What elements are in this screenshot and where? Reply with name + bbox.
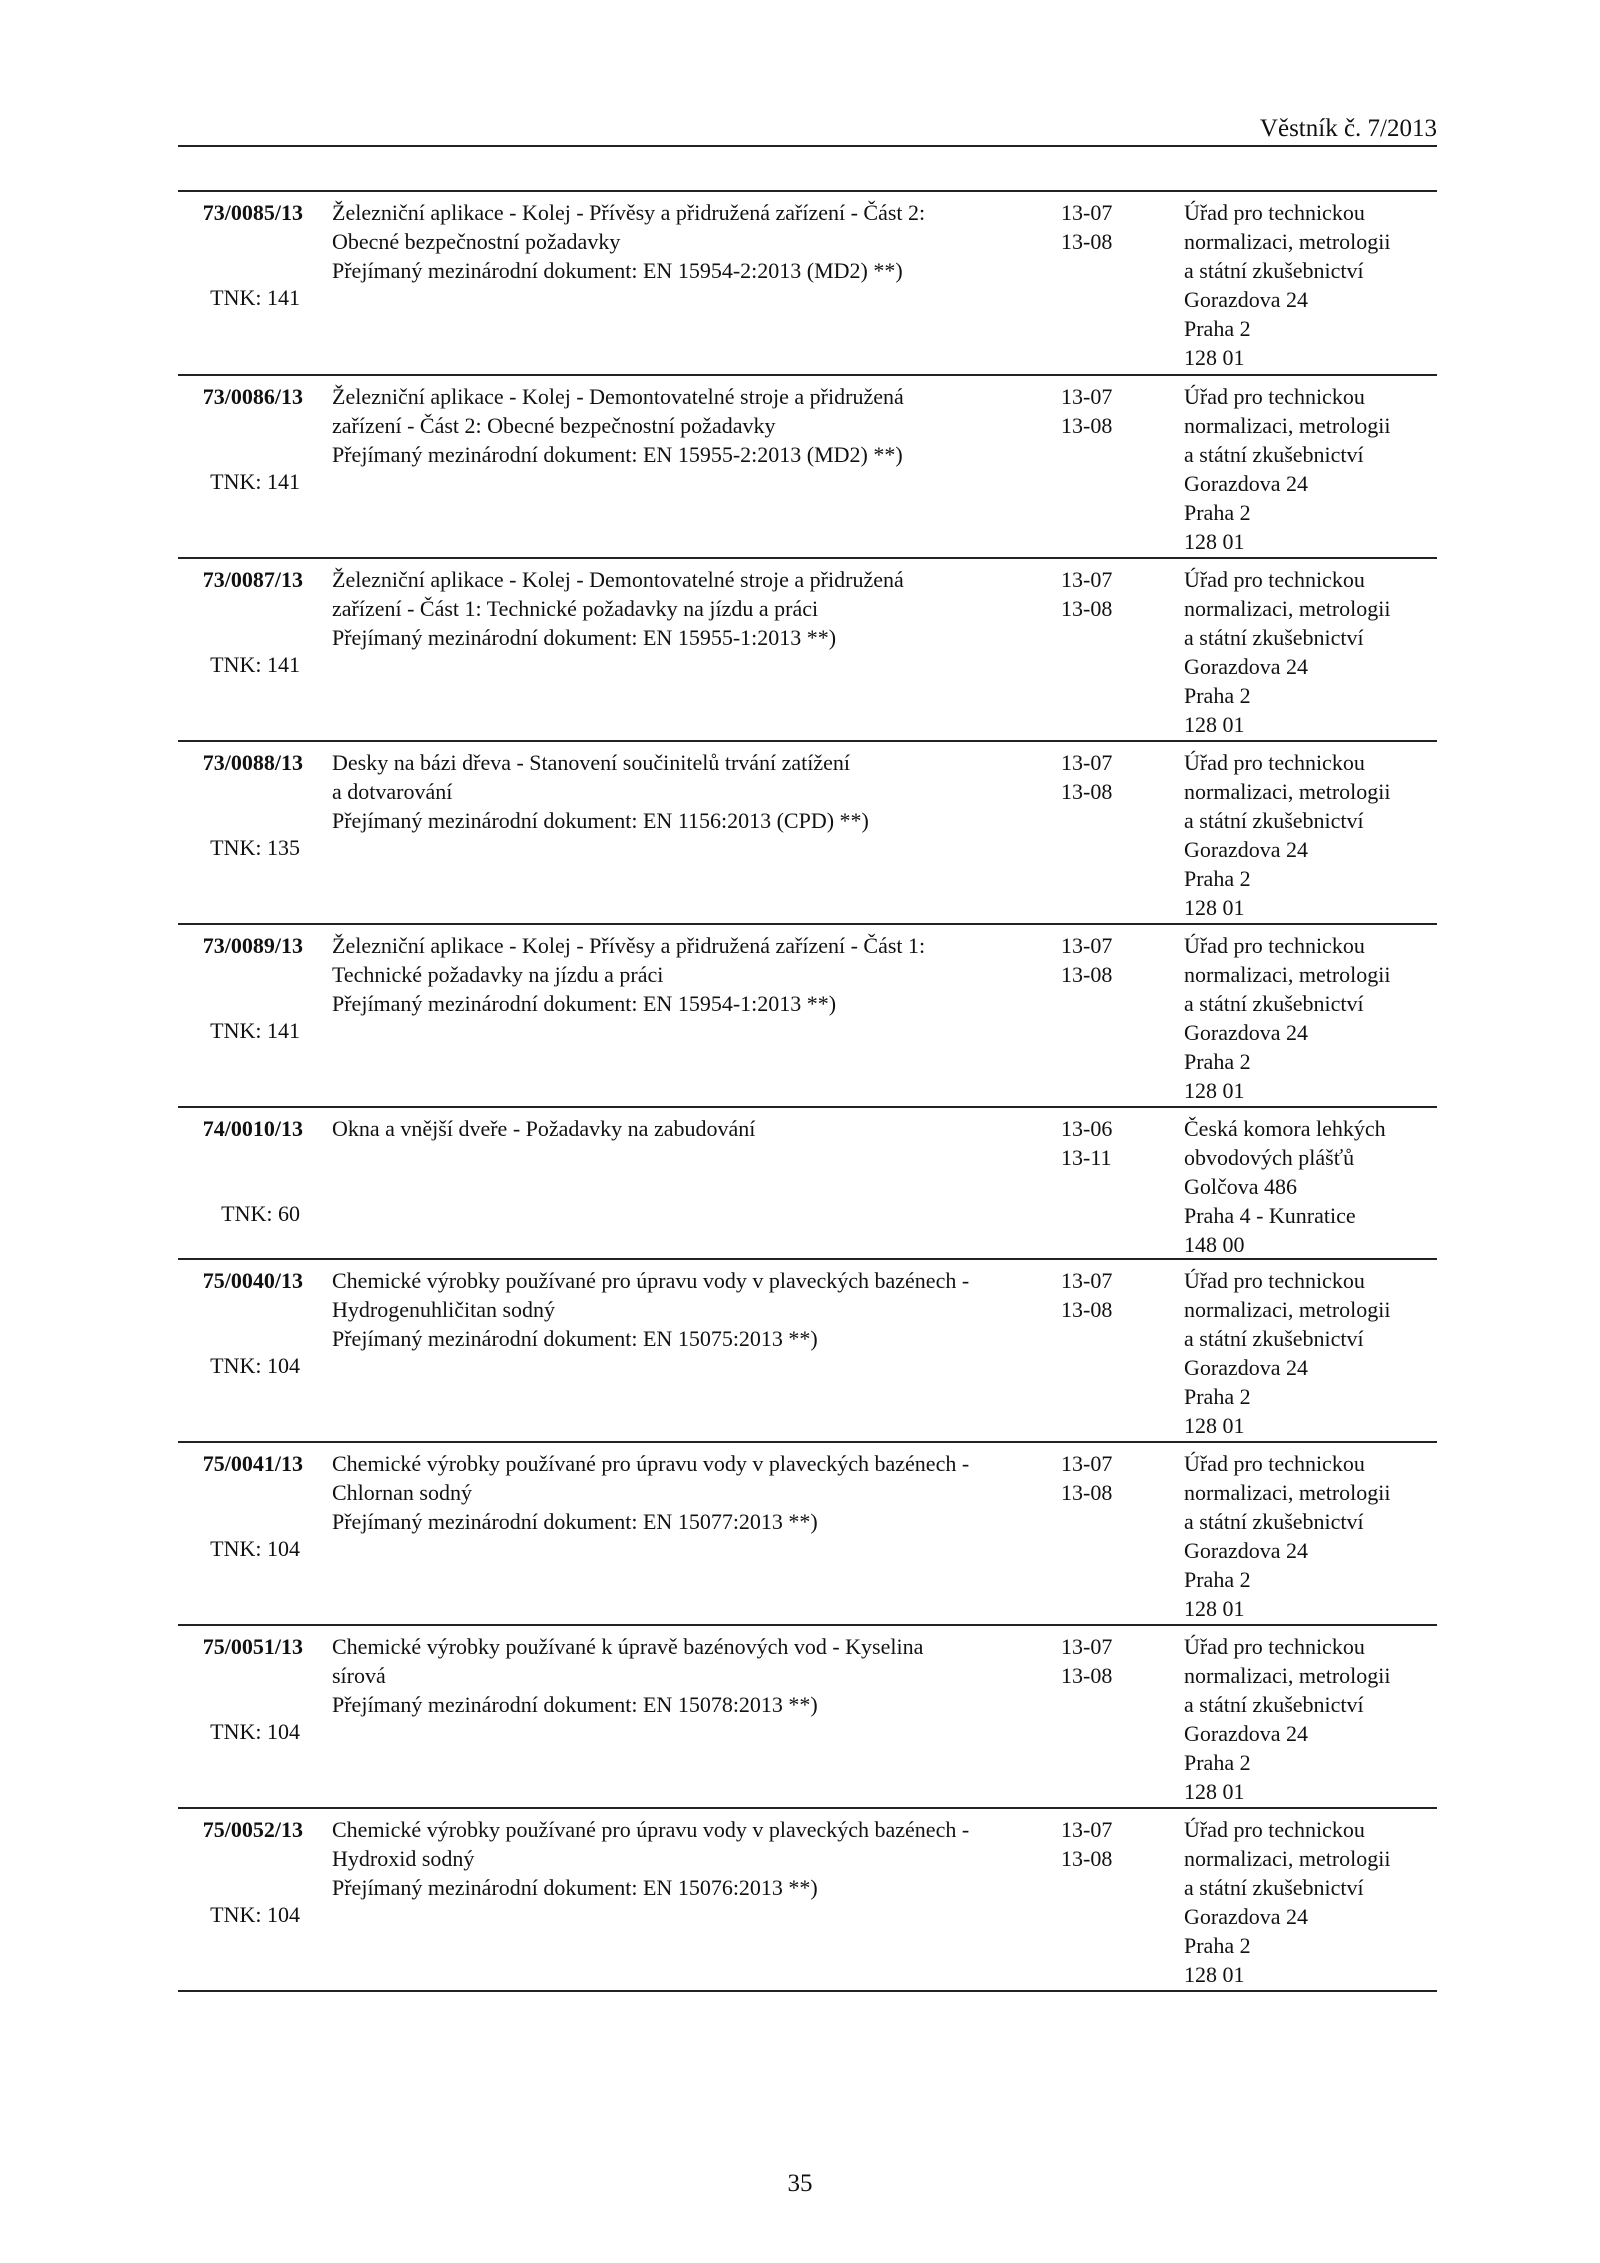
header-divider xyxy=(178,145,1437,147)
address-line: a státní zkušebnictví xyxy=(1184,442,1364,467)
address-line: Gorazdova 24 xyxy=(1184,1020,1309,1045)
address-line: 148 00 xyxy=(1184,1232,1245,1257)
address-line: normalizaci, metrologii xyxy=(1184,1480,1391,1505)
table-row xyxy=(178,1443,1437,1626)
processor-address xyxy=(1184,748,1437,922)
processor-address xyxy=(1184,1449,1437,1623)
date-value: 13-08 xyxy=(1061,1663,1113,1688)
date-value: 13-07 xyxy=(1061,200,1113,225)
title-line: a dotvarování xyxy=(332,779,453,804)
bulletin-title: Věstník č. 7/2013 xyxy=(1259,115,1437,142)
address-line: 128 01 xyxy=(1184,895,1245,920)
address-line: Praha 2 xyxy=(1184,316,1251,341)
address-line: 128 01 xyxy=(1184,1962,1245,1987)
address-line: normalizaci, metrologii xyxy=(1184,1663,1391,1688)
address-line: normalizaci, metrologii xyxy=(1184,779,1391,804)
address-line: Úřad pro technickou xyxy=(1184,750,1365,775)
standard-number: 75/0051/13 xyxy=(202,1634,303,1659)
address-line: Praha 2 xyxy=(1184,1933,1251,1958)
address-line: a státní zkušebnictví xyxy=(1184,991,1364,1016)
standard-title xyxy=(332,565,904,652)
dates-cell xyxy=(1061,931,1141,989)
title-line: Chemické výrobky používané pro úpravu vody v plaveckých bazénech - xyxy=(332,1451,970,1476)
title-line: Chemické výrobky používané pro úpravu vody v plaveckých bazénech - xyxy=(332,1817,970,1842)
standard-title xyxy=(332,1815,970,1902)
date-value: 13-08 xyxy=(1061,1480,1113,1505)
title-line: Přejímaný mezinárodní dokument: EN 15077:2013 **) xyxy=(332,1509,818,1534)
title-line: Železniční aplikace - Kolej - Demontovatelné stroje a přidružená xyxy=(332,567,904,592)
title-line: Technické požadavky na jízdu a práci xyxy=(332,962,664,987)
title-line: Přejímaný mezinárodní dokument: EN 15076:2013 **) xyxy=(332,1875,818,1900)
address-line: a státní zkušebnictví xyxy=(1184,1692,1364,1717)
address-line: Praha 2 xyxy=(1184,866,1251,891)
title-line: Okna a vnější dveře - Požadavky na zabudování xyxy=(332,1116,756,1141)
title-line: Přejímaný mezinárodní dokument: EN 15075:2013 **) xyxy=(332,1326,818,1351)
processor-address xyxy=(1184,1266,1437,1440)
title-line: Hydrogenuhličitan sodný xyxy=(332,1297,556,1322)
address-line: Praha 2 xyxy=(1184,1049,1251,1074)
address-line: Gorazdova 24 xyxy=(1184,287,1309,312)
tnk-label: TNK: 141 xyxy=(210,1018,300,1043)
tnk-label: TNK: 104 xyxy=(210,1902,300,1927)
processor-address xyxy=(1184,565,1437,739)
standard-title xyxy=(332,931,926,1018)
table-row xyxy=(178,742,1437,925)
address-line: Gorazdova 24 xyxy=(1184,1721,1309,1746)
standard-number: 74/0010/13 xyxy=(202,1116,303,1141)
title-line: Přejímaný mezinárodní dokument: EN 15955-1:2013 **) xyxy=(332,625,837,650)
standard-title xyxy=(332,1632,924,1719)
title-line: Přejímaný mezinárodní dokument: EN 15954-1:2013 **) xyxy=(332,991,837,1016)
date-value: 13-06 xyxy=(1061,1116,1113,1141)
table-row xyxy=(178,1626,1437,1809)
standard-number: 75/0040/13 xyxy=(202,1268,303,1293)
address-line: Gorazdova 24 xyxy=(1184,654,1309,679)
dates-cell xyxy=(1061,1449,1141,1507)
dates-cell xyxy=(1061,565,1141,623)
title-line: Železniční aplikace - Kolej - Demontovatelné stroje a přidružená xyxy=(332,384,904,409)
standard-number: 73/0086/13 xyxy=(202,384,303,409)
address-line: Česká komora lehkých xyxy=(1184,1116,1386,1141)
address-line: normalizaci, metrologii xyxy=(1184,413,1391,438)
standard-title xyxy=(332,382,904,469)
address-line: Praha 4 - Kunratice xyxy=(1184,1203,1356,1228)
address-line: 128 01 xyxy=(1184,1596,1245,1621)
processor-address xyxy=(1184,1632,1437,1806)
title-line: Chlornan sodný xyxy=(332,1480,472,1505)
date-value: 13-08 xyxy=(1061,229,1113,254)
tnk-label: TNK: 60 xyxy=(221,1201,300,1226)
tnk-label: TNK: 141 xyxy=(210,652,300,677)
address-line: 128 01 xyxy=(1184,529,1245,554)
date-value: 13-08 xyxy=(1061,413,1113,438)
address-line: a státní zkušebnictví xyxy=(1184,1326,1364,1351)
processor-address xyxy=(1184,1815,1437,1989)
address-line: 128 01 xyxy=(1184,345,1245,370)
dates-cell xyxy=(1061,382,1141,440)
standard-number: 75/0041/13 xyxy=(202,1451,303,1476)
title-line: sírová xyxy=(332,1663,386,1688)
address-line: Gorazdova 24 xyxy=(1184,1355,1309,1380)
address-line: normalizaci, metrologii xyxy=(1184,1297,1391,1322)
table-row xyxy=(178,1108,1437,1260)
dates-cell xyxy=(1061,1114,1141,1172)
date-value: 13-08 xyxy=(1061,596,1113,621)
standard-title xyxy=(332,198,926,285)
tnk-label: TNK: 104 xyxy=(210,1353,300,1378)
date-value: 13-07 xyxy=(1061,384,1113,409)
title-line: Chemické výrobky používané k úpravě bazénových vod - Kyselina xyxy=(332,1634,924,1659)
address-line: Gorazdova 24 xyxy=(1184,837,1309,862)
title-line: Železniční aplikace - Kolej - Přívěsy a přidružená zařízení - Část 2: xyxy=(332,200,926,225)
date-value: 13-11 xyxy=(1061,1145,1112,1170)
address-line: Praha 2 xyxy=(1184,683,1251,708)
title-line: Železniční aplikace - Kolej - Přívěsy a přidružená zařízení - Část 1: xyxy=(332,933,926,958)
date-value: 13-07 xyxy=(1061,750,1113,775)
address-line: Praha 2 xyxy=(1184,1384,1251,1409)
title-line: Chemické výrobky používané pro úpravu vody v plaveckých bazénech - xyxy=(332,1268,970,1293)
address-line: 128 01 xyxy=(1184,1078,1245,1103)
title-line: zařízení - Část 1: Technické požadavky na jízdu a práci xyxy=(332,596,819,621)
address-line: 128 01 xyxy=(1184,1779,1245,1804)
standard-title xyxy=(332,748,892,835)
page-number: 35 xyxy=(787,2170,813,2197)
dates-cell xyxy=(1061,198,1141,256)
title-line: Přejímaný mezinárodní dokument: EN 15954-2:2013 (MD2) **) xyxy=(332,258,903,283)
address-line: Úřad pro technickou xyxy=(1184,200,1365,225)
title-line: Desky na bázi dřeva - Stanovení součinitelů trvání zatížení xyxy=(332,750,851,775)
standard-number: 73/0087/13 xyxy=(202,567,303,592)
address-line: a státní zkušebnictví xyxy=(1184,625,1364,650)
tnk-label: TNK: 141 xyxy=(210,469,300,494)
processor-address xyxy=(1184,198,1437,372)
standard-title xyxy=(332,1449,970,1536)
address-line: Úřad pro technickou xyxy=(1184,1268,1365,1293)
address-line: normalizaci, metrologii xyxy=(1184,229,1391,254)
date-value: 13-08 xyxy=(1061,1297,1113,1322)
address-line: a státní zkušebnictví xyxy=(1184,1875,1364,1900)
address-line: 128 01 xyxy=(1184,712,1245,737)
address-line: Úřad pro technickou xyxy=(1184,1451,1365,1476)
standard-number: 75/0052/13 xyxy=(202,1817,303,1842)
standard-title xyxy=(332,1114,892,1143)
address-line: obvodových plášťů xyxy=(1184,1145,1355,1170)
table-row xyxy=(178,192,1437,376)
date-value: 13-08 xyxy=(1061,962,1113,987)
table-row xyxy=(178,925,1437,1108)
standards-table xyxy=(178,192,1437,1992)
address-line: a státní zkušebnictví xyxy=(1184,808,1364,833)
tnk-label: TNK: 135 xyxy=(210,835,300,860)
address-line: Gorazdova 24 xyxy=(1184,1904,1309,1929)
standard-number: 73/0088/13 xyxy=(202,750,303,775)
table-row xyxy=(178,1809,1437,1992)
standard-title xyxy=(332,1266,970,1353)
processor-address xyxy=(1184,1114,1437,1259)
table-row xyxy=(178,1260,1437,1443)
date-value: 13-07 xyxy=(1061,1451,1113,1476)
address-line: Úřad pro technickou xyxy=(1184,933,1365,958)
address-line: Gorazdova 24 xyxy=(1184,1538,1309,1563)
address-line: Úřad pro technickou xyxy=(1184,567,1365,592)
address-line: Praha 2 xyxy=(1184,1567,1251,1592)
table-row xyxy=(178,376,1437,559)
address-line: Gorazdova 24 xyxy=(1184,471,1309,496)
title-line: Přejímaný mezinárodní dokument: EN 15955-2:2013 (MD2) **) xyxy=(332,442,903,467)
date-value: 13-07 xyxy=(1061,1268,1113,1293)
dates-cell xyxy=(1061,1815,1141,1873)
date-value: 13-07 xyxy=(1061,933,1113,958)
date-value: 13-07 xyxy=(1061,567,1113,592)
standard-number: 73/0085/13 xyxy=(202,200,303,225)
standard-number: 73/0089/13 xyxy=(202,933,303,958)
address-line: normalizaci, metrologii xyxy=(1184,962,1391,987)
date-value: 13-08 xyxy=(1061,779,1113,804)
address-line: Úřad pro technickou xyxy=(1184,1634,1365,1659)
address-line: a státní zkušebnictví xyxy=(1184,1509,1364,1534)
address-line: normalizaci, metrologii xyxy=(1184,1846,1391,1871)
title-line: Obecné bezpečnostní požadavky xyxy=(332,229,621,254)
processor-address xyxy=(1184,931,1437,1105)
title-line: Přejímaný mezinárodní dokument: EN 1156:2013 (CPD) **) xyxy=(332,808,869,833)
address-line: Praha 2 xyxy=(1184,1750,1251,1775)
tnk-label: TNK: 104 xyxy=(210,1536,300,1561)
address-line: Praha 2 xyxy=(1184,500,1251,525)
address-line: Úřad pro technickou xyxy=(1184,1817,1365,1842)
date-value: 13-07 xyxy=(1061,1634,1113,1659)
tnk-label: TNK: 104 xyxy=(210,1719,300,1744)
processor-address xyxy=(1184,382,1437,556)
date-value: 13-08 xyxy=(1061,1846,1113,1871)
title-line: Hydroxid sodný xyxy=(332,1846,475,1871)
title-line: Přejímaný mezinárodní dokument: EN 15078:2013 **) xyxy=(332,1692,818,1717)
address-line: a státní zkušebnictví xyxy=(1184,258,1364,283)
dates-cell xyxy=(1061,748,1141,806)
address-line: 128 01 xyxy=(1184,1413,1245,1438)
dates-cell xyxy=(1061,1632,1141,1690)
address-line: Úřad pro technickou xyxy=(1184,384,1365,409)
dates-cell xyxy=(1061,1266,1141,1324)
table-row xyxy=(178,559,1437,742)
title-line: zařízení - Část 2: Obecné bezpečnostní požadavky xyxy=(332,413,776,438)
address-line: Golčova 486 xyxy=(1184,1174,1298,1199)
date-value: 13-07 xyxy=(1061,1817,1113,1842)
tnk-label: TNK: 141 xyxy=(210,285,300,310)
address-line: normalizaci, metrologii xyxy=(1184,596,1391,621)
